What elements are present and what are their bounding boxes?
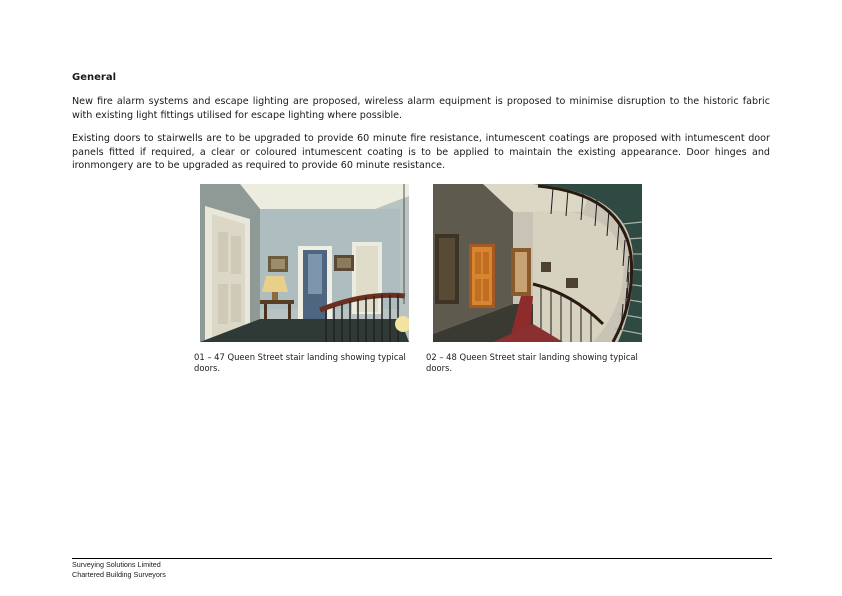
footer-divider [72,558,772,559]
figure-caption-02: 02 – 48 Queen Street stair landing showing typical doors. [426,352,638,373]
section-heading: General [72,72,116,83]
footer-tagline: Chartered Building Surveyors [72,570,166,579]
footer-company: Surveying Solutions Limited [72,560,161,569]
photo-47-queen-street-landing [200,184,409,342]
photo-48-queen-street-landing [433,184,642,342]
figure-caption-01: 01 – 47 Queen Street stair landing showing typical doors. [194,352,406,373]
paragraph-fire-alarm: New fire alarm systems and escape lighting are proposed, wireless alarm equipment is proposed to minimise disruption to the historic fabric with existing light fittings utilised for escape lighting where possible. [72,96,770,121]
paragraph-stairwell-doors: Existing doors to stairwells are to be upgraded to provide 60 minute fire resistance, intumescent coatings are proposed with intumescent door panels fitted if required, a clear or coloured intumescent coating is to be applied to maintain the existing appearance. Door hinges and ironmongery are to be upgraded as required to provide 60 minute resistance. [72,133,770,172]
